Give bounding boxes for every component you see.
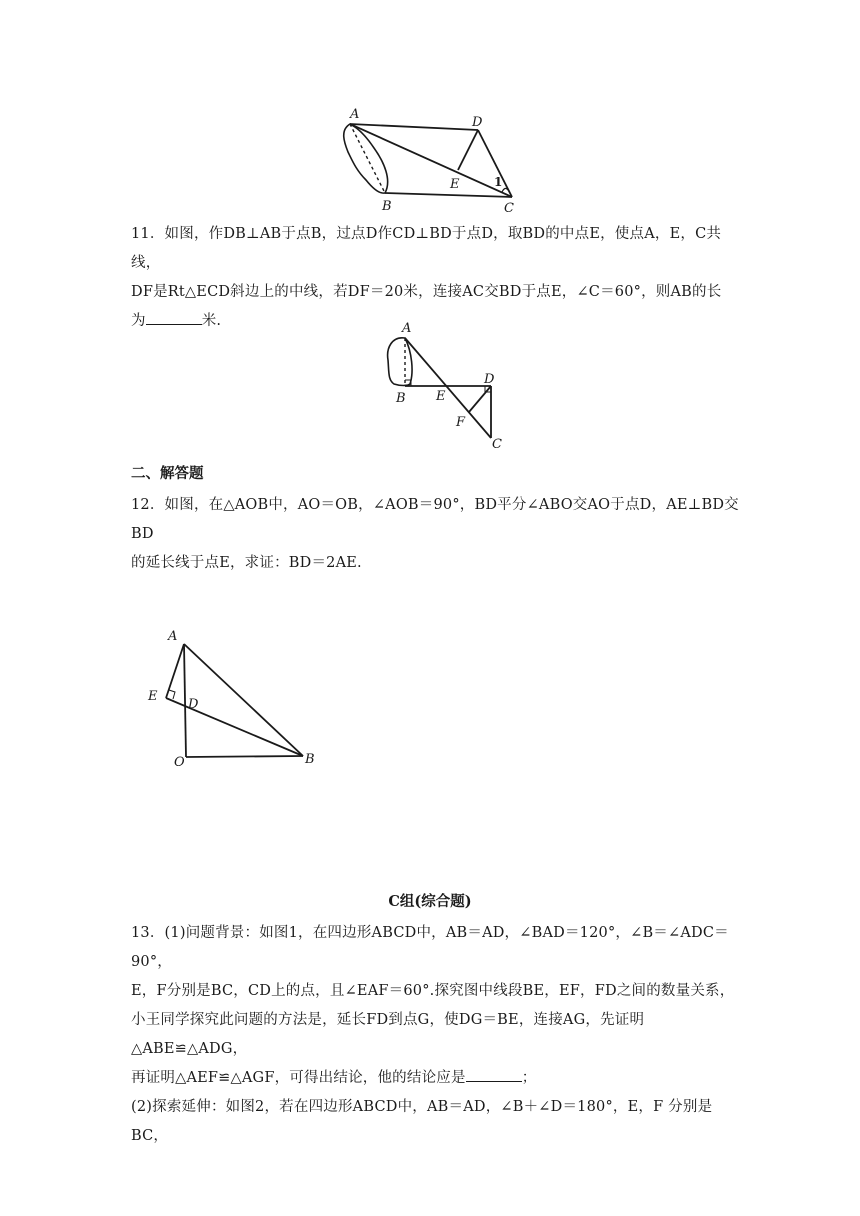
label-C: C — [492, 437, 502, 452]
pond-shape — [344, 124, 388, 193]
line-AB — [184, 644, 303, 756]
label-B: B — [396, 391, 406, 406]
q11-line-1 — [131, 220, 741, 278]
line-AC — [350, 124, 512, 197]
line-AD — [350, 124, 478, 130]
line-AC — [405, 338, 491, 438]
label-B: B — [305, 752, 315, 767]
figure-q10-svg — [330, 100, 530, 218]
figure-q10 — [330, 100, 530, 218]
label-A: A — [402, 321, 412, 336]
label-E: E — [436, 389, 446, 404]
q13-line-3: 小王同学探究此问题的方法是，延长FD到点G，使DG＝BE，连接AG，先证明△ABE≌△ADG， — [131, 1012, 645, 1057]
line-AE — [166, 644, 184, 698]
label-angle-1: 1 — [494, 175, 503, 189]
line-DF — [469, 386, 491, 412]
q12-text-1: ．如图，在△AOB中，AO＝OB，∠AOB＝90°，BD平分∠ABO交AO于点D，AE⊥BD交BD — [131, 497, 739, 542]
answer-blank[interactable] — [466, 1067, 522, 1082]
figure-q11-svg — [380, 318, 510, 453]
label-E: E — [148, 689, 158, 704]
answer-blank[interactable] — [146, 310, 202, 325]
q11-text-3b: 米. — [201, 313, 222, 329]
label-A: A — [168, 629, 178, 644]
q11-text-3a: 为 — [131, 313, 146, 329]
line-DE — [458, 130, 478, 170]
label-B: B — [382, 199, 392, 214]
label-D: D — [472, 115, 483, 130]
figure-q11 — [380, 318, 510, 453]
q13-line-2: E，F分别是BC，CD上的点，且∠EAF＝60°.探究图中线段BE，EF，FD之间的数量关系， — [131, 983, 735, 999]
q11-number: 11 — [131, 226, 150, 242]
q12-number: 12 — [131, 497, 150, 513]
line-BC — [385, 193, 512, 197]
pond-shape — [388, 338, 412, 386]
section-heading: 二、解答题 — [131, 465, 204, 482]
label-E: E — [450, 177, 460, 192]
figure-q12 — [140, 620, 330, 770]
q13-text-1: ．(1)问题背景：如图1，在四边形ABCD中，AB＝AD，∠BAD＝120°，∠B＝∠ADC＝90°， — [131, 925, 729, 970]
q13-line-4 — [131, 1064, 741, 1093]
q13-line-1 — [131, 919, 741, 977]
line-AO — [184, 644, 186, 757]
group-c-title: C组(综合题) — [388, 893, 472, 910]
line-OB — [186, 756, 303, 757]
q11-line-2: DF是Rt△ECD斜边上的中线，若DF＝20米，连接AC交BD于点E，∠C＝60°，则AB的长 — [131, 284, 722, 300]
label-D: D — [188, 697, 199, 712]
figure-q12-svg — [140, 620, 330, 770]
q13-text-4a: 再证明△AEF≌△AGF，可得出结论，他的结论应是 — [131, 1070, 466, 1086]
q12-line-2: 的延长线于点E，求证：BD＝2AE. — [131, 555, 362, 571]
angle-1-arc — [502, 188, 508, 192]
right-angle-E — [169, 690, 175, 699]
label-O: O — [174, 755, 185, 770]
question-13 — [131, 919, 741, 1151]
label-D: D — [484, 372, 495, 387]
q13-number: 13 — [131, 925, 150, 941]
q11-text-1: ．如图，作DB⊥AB于点B，过点D作CD⊥BD于点D，取BD的中点E，使点A，E，C共线， — [131, 226, 722, 271]
label-C: C — [504, 201, 514, 216]
question-12 — [131, 491, 741, 578]
label-F: F — [456, 415, 466, 430]
q13-line-5: (2)探索延伸：如图2，若在四边形ABCD中，AB＝AD，∠B＋∠D＝180°，E，F 分别是BC， — [131, 1099, 713, 1144]
q12-line-1 — [131, 491, 741, 549]
q13-text-4b: ； — [521, 1070, 537, 1086]
label-A: A — [350, 107, 360, 122]
